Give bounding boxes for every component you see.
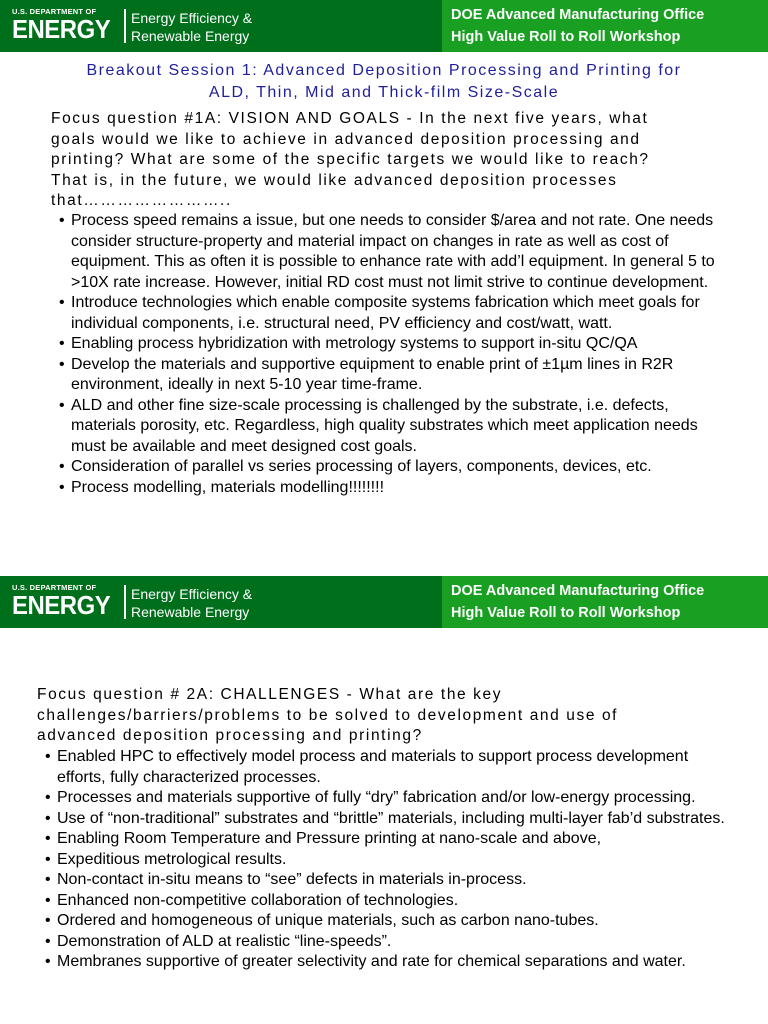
focus-question-1a: Focus question #1A: VISION AND GOALS - In the next five years, what goals would we like to achieve in advanced deposition processing and printing? What are some of the specific targets we would like to reach? That is, in the future, we would like advanced deposition processes that…………………….. [51, 110, 650, 209]
eere-line-1: Energy Efficiency & [131, 10, 253, 26]
bullet-list-1a [59, 211, 729, 498]
list-item: • Consideration of parallel vs series processing of layers, components, devices, etc. [59, 457, 729, 478]
list-item: • Enabled HPC to effectively model process and materials to support process development efforts, fully characterized processes. [45, 747, 725, 788]
list-item: • Ordered and homogeneous of unique materials, such as carbon nano-tubes. [45, 911, 725, 932]
list-item: • Enabling Room Temperature and Pressure printing at nano-scale and above, [45, 829, 725, 850]
list-item: • Demonstration of ALD at realistic “line-speeds”. [45, 932, 725, 953]
office-line-1: DOE Advanced Manufacturing Office [451, 7, 705, 23]
eere-label [131, 585, 252, 621]
list-item: • Non-contact in-situ means to “see” defects in materials in-process. [45, 870, 725, 891]
eere-label [131, 9, 252, 45]
list-item: • Use of “non-traditional” substrates and “brittle” materials, including multi-layer fab’d substrates. [45, 809, 725, 830]
session-title [0, 60, 768, 104]
doe-logo [12, 7, 120, 45]
session-title-line-2: ALD, Thin, Mid and Thick-film Size-Scale [208, 84, 560, 101]
list-item: • Expeditious metrological results. [45, 850, 725, 871]
doe-logo [12, 583, 120, 621]
slide-header [0, 576, 768, 628]
list-item: • Processes and materials supportive of fully “dry” fabrication and/or low-energy processing. [45, 788, 725, 809]
eere-line-2: Renewable Energy [131, 604, 250, 620]
office-label [451, 4, 704, 48]
list-item: • Develop the materials and supportive equipment to enable print of ±1µm lines in R2R environment, ideally in next 5-10 year time-frame. [59, 355, 729, 396]
bullet-list-2a [45, 747, 725, 973]
eere-line-2: Renewable Energy [131, 28, 250, 44]
list-item: • Process modelling, materials modelling!!!!!!!! [59, 478, 729, 499]
office-line-2: High Value Roll to Roll Workshop [451, 29, 681, 45]
office-line-1: DOE Advanced Manufacturing Office [451, 583, 705, 599]
list-item: • Membranes supportive of greater selectivity and rate for chemical separations and water. [45, 952, 725, 973]
doe-logo-big-text: ENERGY [12, 14, 111, 44]
doe-logo-small-text: U.S. DEPARTMENT OF [12, 7, 97, 16]
office-line-2: High Value Roll to Roll Workshop [451, 605, 681, 621]
focus-question-2a: Focus question # 2A: CHALLENGES - What are the key challenges/barriers/problems to be solved to development and use of advanced deposition processing and printing? [37, 686, 619, 744]
session-title-line-1: Breakout Session 1: Advanced Deposition Processing and Printing for [86, 62, 682, 79]
slide-header [0, 0, 768, 52]
office-label [451, 580, 704, 624]
list-item: • Introduce technologies which enable composite systems fabrication which meet goals for individual components, i.e. structural need, PV efficiency and cost/watt, watt. [59, 293, 729, 334]
list-item: • Process speed remains a issue, but one needs to consider $/area and not rate. One needs consider structure-property and material impact on changes in rate as well as cost of equipment. This as often it is possible to enhance rate with add’l equipment. In general 5 to >10X rate increase. However, initial RD cost must not limit strive to continue development. [59, 211, 729, 293]
logo-divider [124, 9, 126, 43]
list-item: • Enabling process hybridization with metrology systems to support in-situ QC/QA [59, 334, 729, 355]
doe-logo-small-text: U.S. DEPARTMENT OF [12, 583, 97, 592]
logo-divider [124, 585, 126, 619]
list-item: • ALD and other fine size-scale processing is challenged by the substrate, i.e. defects, materials porosity, etc. Regardless, high quality substrates which meet application needs must be available and meet designed cost goals. [59, 396, 729, 458]
eere-line-1: Energy Efficiency & [131, 586, 253, 602]
list-item: • Enhanced non-competitive collaboration of technologies. [45, 891, 725, 912]
slide-2 [0, 576, 768, 1024]
doe-logo-big-text: ENERGY [12, 590, 111, 620]
